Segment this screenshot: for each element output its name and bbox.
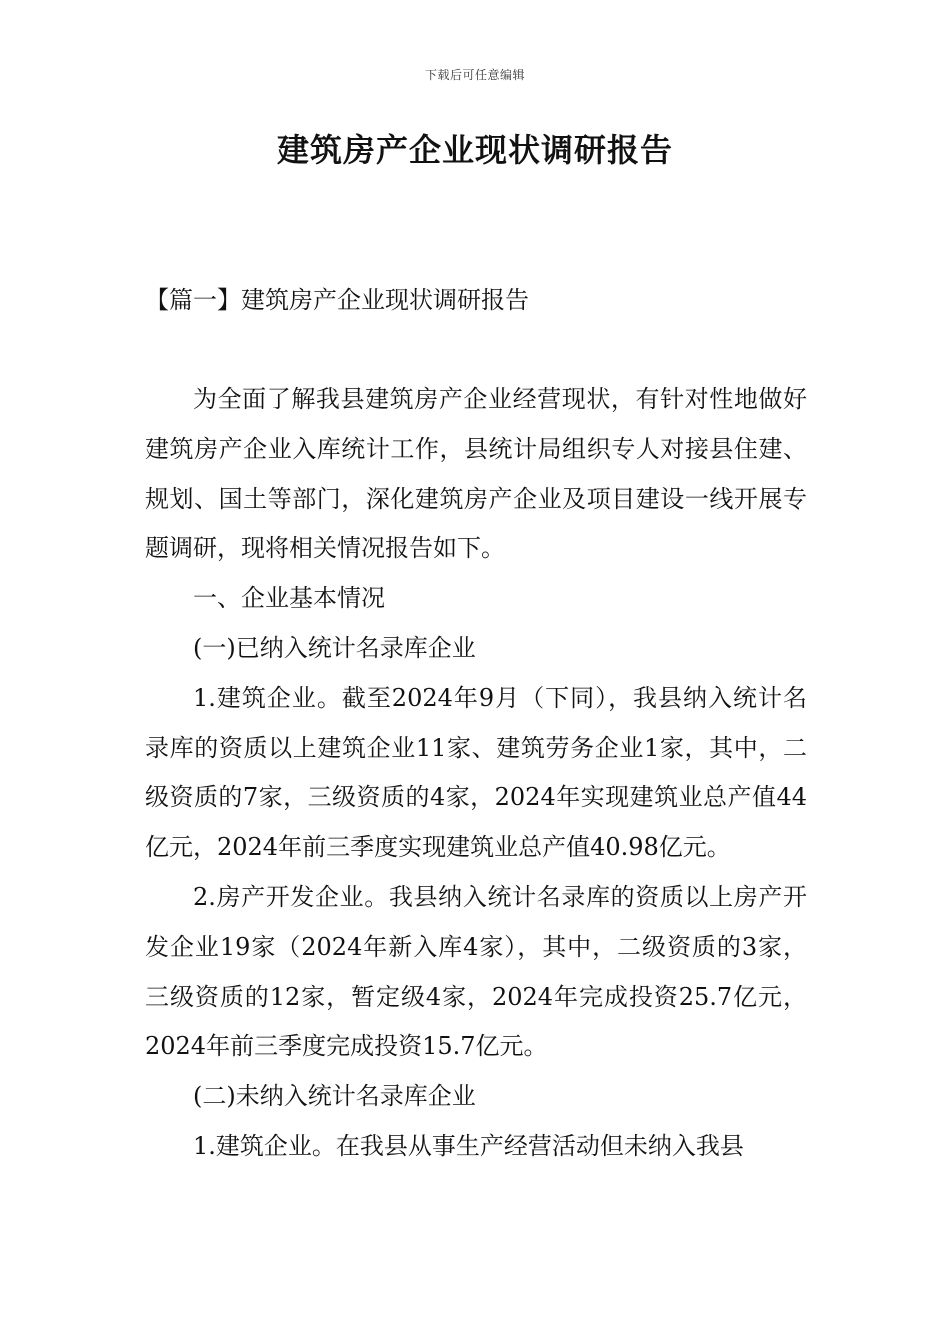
header-note: 下载后可任意编辑	[424, 68, 525, 82]
paragraph-intro: 为全面了解我县建筑房产企业经营现状，有针对性地做好建筑房产企业入库统计工作，县统计局组织专人对接县住建、规划、国土等部门，深化建筑房产企业及项目建设一线开展专题调研，现将相关情况报告如下。	[145, 385, 807, 563]
paragraph-construction-enterprises: 1.建筑企业。截至2024年9月（下同），我县纳入统计名录库的资质以上建筑企业11家、建筑劳务企业1家，其中，二级资质的7家，三级资质的4家，2024年实现建筑业总产值44亿元，2024年前三季度实现建筑业总产值40.98亿元。	[145, 683, 807, 862]
subheading-included-enterprises: (一)已纳入统计名录库企业	[193, 633, 476, 662]
heading-basic-situation: 一、企业基本情况	[193, 584, 385, 613]
section-heading: 【篇一】建筑房产企业现状调研报告	[145, 286, 529, 314]
subheading-not-included-enterprises: (二)未纳入统计名录库企业	[193, 1082, 476, 1111]
document-body	[145, 375, 807, 1172]
paragraph-real-estate-enterprises: 2.房产开发企业。我县纳入统计名录库的资质以上房产开发企业19家（2024年新入库4家），其中，二级资质的3家，三级资质的12家，暂定级4家，2024年完成投资25.7亿元，2024年前三季度完成投资15.7亿元。	[145, 882, 807, 1061]
document-title: 建筑房产企业现状调研报告	[276, 131, 673, 169]
paragraph-unincluded-construction: 1.建筑企业。在我县从事生产经营活动但未纳入我县	[193, 1131, 744, 1160]
